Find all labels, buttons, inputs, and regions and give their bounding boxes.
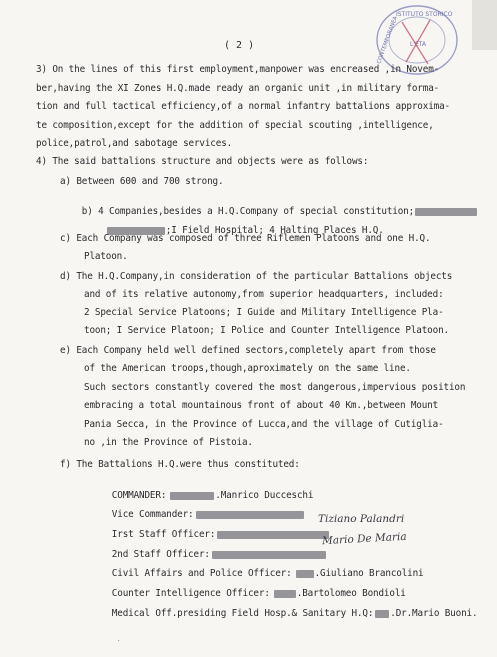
line-text: ;I Field Hospital; 4 Halting Places H.Q.	[165, 225, 384, 236]
torn-corner	[472, 0, 497, 50]
text-line: e) Each Company held well defined sectors,completely apart from those	[60, 345, 436, 356]
text-line: no ,in the Province of Pistoia.	[84, 437, 253, 448]
text-line: Such sectors constantly covered the most dangerous,impervious position	[84, 382, 466, 393]
scan-mark: ˙	[116, 640, 122, 650]
text-line: Pania Secca, in the Province of Lucca,and the village of Cutiglia-	[84, 419, 444, 430]
redaction-bar	[375, 610, 389, 618]
text-line: te composition,except for the addition of special scouting ,intelligence,	[36, 120, 434, 131]
text-line: tion and full tactical efficiency,of a normal infantry battalions approxima-	[36, 101, 450, 112]
medical-officer-label: Medical Off.presiding Field Hosp.& Sanitary H.Q:	[111, 608, 374, 619]
line-text: b) 4 Companies,besides a H.Q.Company of special constitution;	[81, 206, 415, 217]
civil-affairs-label: Civil Affairs and Police Officer:	[111, 568, 292, 579]
medical-officer-name: .Dr.Mario Buoni.	[390, 608, 478, 619]
text-line: Platoon.	[84, 251, 128, 262]
text-line: f) The Battalions H.Q.were thus constituted:	[60, 459, 300, 470]
vice-commander-label: Vice Commander:	[111, 509, 194, 520]
text-line: 2 Special Service Platoons; I Guide and Military Intelligence Pla-	[84, 307, 444, 318]
text-line: and of its relative autonomy,from superior headquarters, included:	[84, 289, 444, 300]
commander-name: .Manrico Ducceschi	[215, 490, 314, 501]
medical-officer-line	[90, 597, 477, 630]
page-number: ( 2 )	[224, 40, 255, 51]
commander-label: COMMANDER:	[111, 490, 167, 501]
text-line: of the American troops,though,aproximately on the same line.	[84, 363, 411, 374]
second-staff-label: 2nd Staff Officer:	[111, 549, 210, 560]
civil-affairs-name: .Giuliano Brancolini	[314, 568, 424, 579]
text-line: police,patrol,and sabotage services.	[36, 138, 233, 149]
text-line: 4) The said battalions structure and objects were as follows:	[36, 156, 369, 167]
text-line: a) Between 600 and 700 strong.	[60, 176, 224, 187]
counter-intelligence-label: Counter Intelligence Officer:	[111, 588, 270, 599]
redaction-bar	[415, 208, 477, 216]
stamp-center: L'ETA	[410, 41, 427, 48]
text-line: d) The H.Q.Company,in consideration of the particular Battalions objects	[60, 271, 453, 282]
counter-intelligence-name: .Bartolomeo Bondioli	[296, 588, 406, 599]
text-line: toon; I Service Platoon; I Police and Counter Intelligence Platoon.	[84, 325, 449, 336]
stamp-ring-top: ISTITUTO STORICO	[396, 11, 453, 18]
text-line: c) Each Company was composed of three Riflemen Platoons and one H.Q.	[60, 233, 431, 244]
text-line: embracing a total mountainous front of about 40 Km.,between Mount	[84, 400, 439, 411]
first-staff-label: Irst Staff Officer:	[111, 529, 216, 540]
text-line: 3) On the lines of this first employment,manpower was encreased ,in Novem-	[36, 64, 440, 75]
stamp-ring-left: CONTEMPORANEA	[376, 15, 400, 65]
text-line: ber,having the XI Zones H.Q.made ready an organic unit ,in military forma-	[36, 83, 440, 94]
handwritten-second-staff: Mario De Maria	[321, 530, 407, 548]
handwritten-first-staff: Tiziano Palandri	[318, 513, 405, 525]
